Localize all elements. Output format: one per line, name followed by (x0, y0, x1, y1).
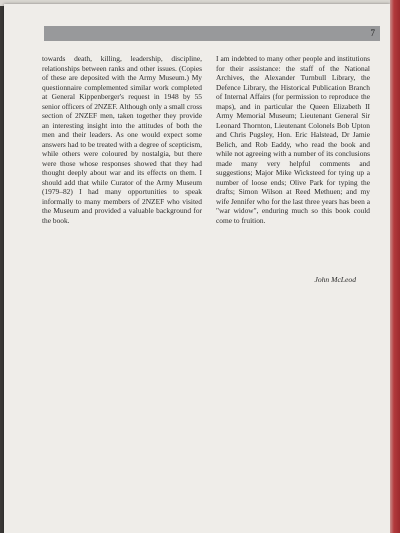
left-column-text: towards death, killing, leadership, discipline, relationships between ranks and other issues. (Copies of these are deposited with the Army Museum.) My questionnaire complemented similar work completed at General Kippenberger's request in 1948 by 55 senior officers of 2NZEF. Although only a small cross section of 2NZEF men, taken together they provide an interesting insight into the attitudes of both the men and their leaders. As one would expect some answers had to be treated with a degree of scepticism, while others were coloured by nostalgia, but there were those whose responses showed that they had thought deeply about war and its effects on them. I should add that while Curator of the Army Museum (1979–82) I had many opportunities to speak informally to many members of 2NZEF who visited the Museum and provided a valuable background for the book. (42, 54, 202, 225)
right-column-text: I am indebted to many other people and institutions for their assistance: the staff of the National Archives, the Alexander Turnbull Library, the Defence Library, the Historical Publication Branch of Internal Affairs (for permission to reproduce the maps), and in particular the Queen Elizabeth II Army Memorial Museum; Lieutenant General Sir Leonard Thornton, Lieutenant Colonels Bob Upton and Chris Pugsley, Hon. Eric Halstead, Dr Jamie Belich, and Rob Eaddy, who read the book and while not agreeing with a number of its conclusions made many very helpful comments and suggestions; Major Mike Wicksteed for tying up a number of loose ends; Olive Park for typing the drafts; Simon Wilson at Reed Methuen; and my wife Jennifer who for the last three years has been a "war widow", enduring much so this book could come to fruition. (216, 54, 370, 225)
left-column (42, 54, 202, 225)
page-number: 7 (370, 28, 375, 38)
author-signature: John McLeod (314, 275, 356, 284)
right-column (216, 54, 370, 225)
header-bar (44, 26, 380, 41)
book-page (4, 4, 390, 533)
book-binding-edge (390, 0, 400, 533)
